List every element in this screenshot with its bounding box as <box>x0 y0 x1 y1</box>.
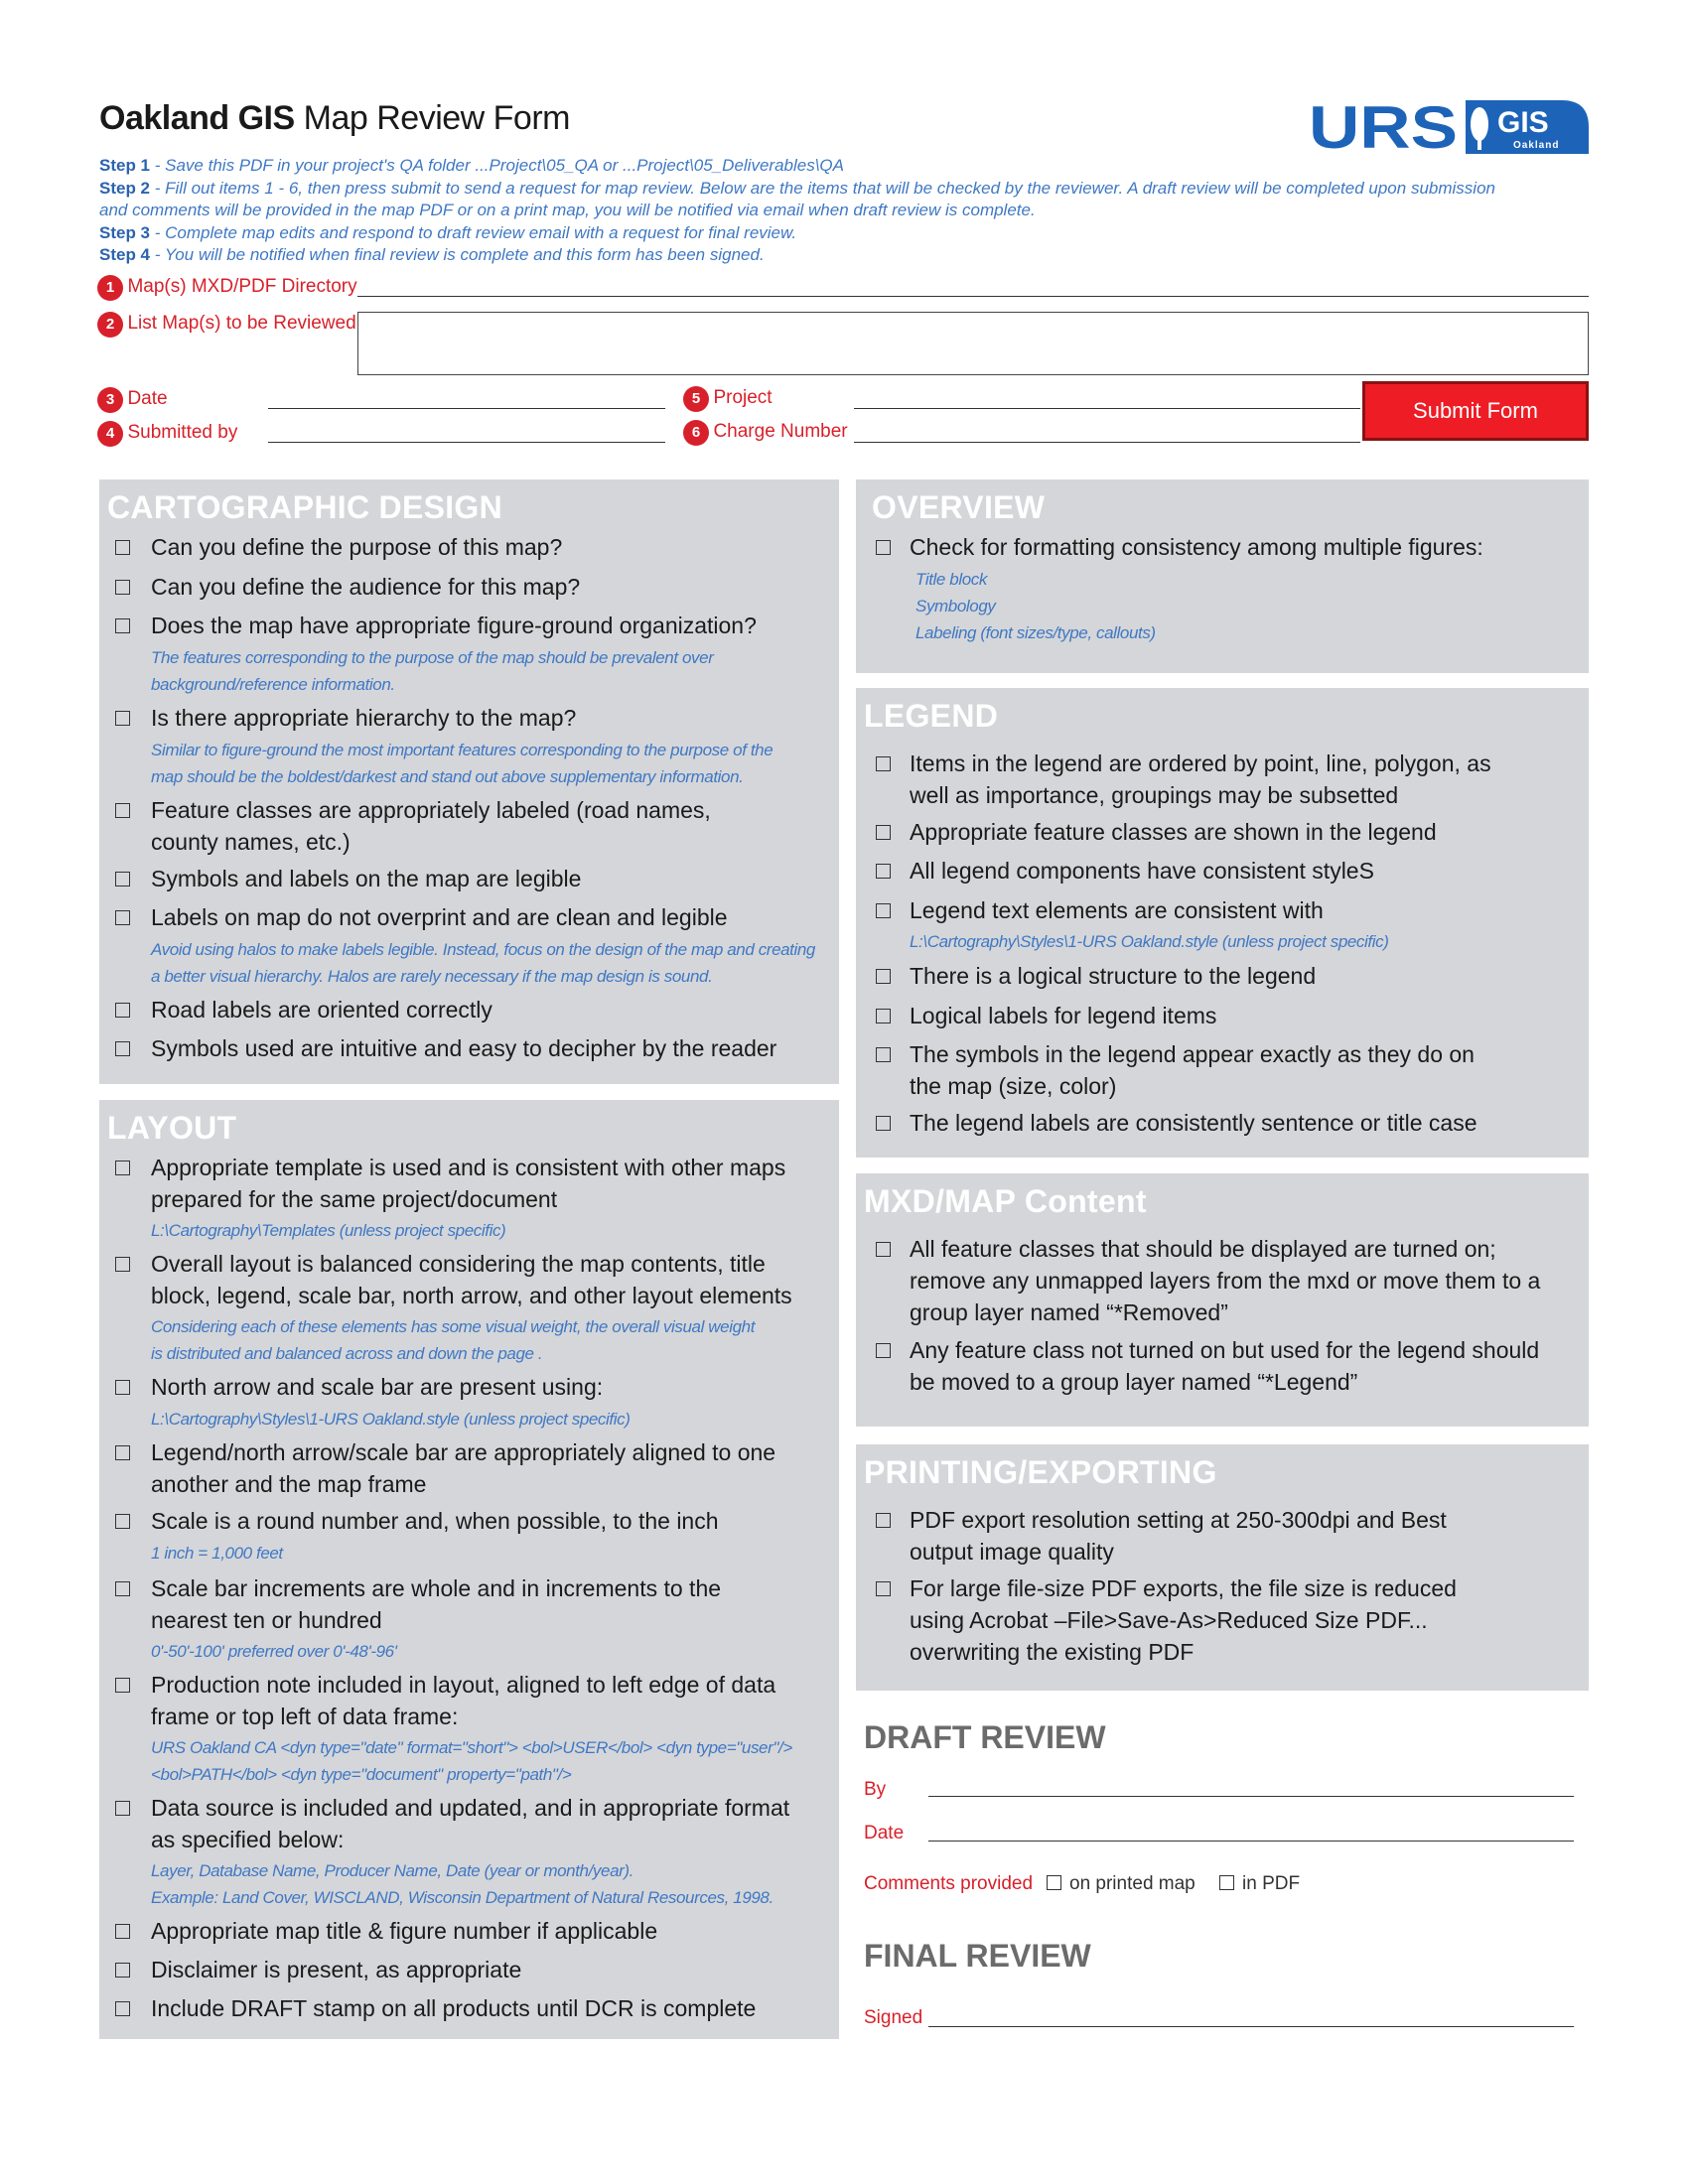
draft-review-title: DRAFT REVIEW <box>864 1719 1106 1755</box>
checklist-item: Is there appropriate hierarchy to the map? <box>99 702 576 734</box>
checkbox[interactable] <box>115 618 130 633</box>
checkbox[interactable] <box>115 1581 130 1596</box>
checklist-item: Logical labels for legend items <box>856 1000 1216 1031</box>
project-field[interactable] <box>854 407 1360 409</box>
checkbox[interactable] <box>115 1445 130 1460</box>
guidance-note: L:\Cartography\Styles\1-URS Oakland.style (unless project specific) <box>910 932 1389 951</box>
draft-review-date-field[interactable] <box>928 1840 1574 1842</box>
printing-exporting-title: PRINTING/EXPORTING <box>864 1454 1217 1490</box>
field-4-label: 4 Submitted by <box>97 421 237 447</box>
checkbox[interactable] <box>115 910 130 925</box>
checklist-item: Symbols and labels on the map are legible <box>99 863 581 894</box>
field-5-label: 5 Project <box>683 386 773 412</box>
checkbox[interactable] <box>115 1380 130 1395</box>
maps-list-field[interactable] <box>357 312 1589 375</box>
guidance-note: Title block <box>915 570 987 589</box>
guidance-note: background/reference information. <box>151 675 395 694</box>
checklist-item: Production note included in layout, aligned to left edge of data frame or top left of data frame: <box>99 1669 824 1732</box>
checklist-item: There is a logical structure to the legend <box>856 960 1316 992</box>
checkbox[interactable] <box>876 1009 891 1024</box>
checkbox[interactable] <box>876 969 891 984</box>
checklist-item: For large file-size PDF exports, the file size is reduced using Acrobat –File>Save-As>Reduced Size PDF... overwriting the existing PDF <box>856 1572 1481 1668</box>
draft-review-by-label: By <box>864 1779 887 1800</box>
cartographic-design-title: CARTOGRAPHIC DESIGN <box>107 489 503 525</box>
layout-panel <box>99 1100 839 2039</box>
checkbox[interactable] <box>115 540 130 555</box>
checklist-item: Overall layout is balanced considering the map contents, title block, legend, scale bar, north arrow, and other layout elements <box>99 1248 814 1311</box>
checklist-item: Appropriate template is used and is consistent with other maps prepared for the same project/document <box>99 1152 794 1215</box>
checkbox[interactable] <box>115 2001 130 2016</box>
draft-review-date-label: Date <box>864 1823 905 1843</box>
guidance-note: Symbology <box>915 597 996 615</box>
submit-form-button[interactable]: Submit Form <box>1362 381 1589 441</box>
checklist-item: Can you define the audience for this map? <box>99 571 580 603</box>
checkbox[interactable] <box>876 756 891 771</box>
svg-text:Oakland: Oakland <box>1513 140 1560 151</box>
checkbox[interactable] <box>876 903 891 918</box>
guidance-note: is distributed and balanced across and down the page . <box>151 1344 543 1363</box>
checklist-item: Does the map have appropriate figure-ground organization? <box>99 610 757 641</box>
draft-review-by-field[interactable] <box>928 1795 1574 1797</box>
checkbox[interactable] <box>876 1513 891 1528</box>
final-review-signed-label: Signed <box>864 2007 923 2028</box>
instructions <box>99 155 1589 267</box>
checklist-item: Legend/north arrow/scale bar are appropriately aligned to one another and the map frame <box>99 1436 794 1500</box>
field-1-label: 1 Map(s) MXD/PDF Directory <box>97 275 357 301</box>
checkbox[interactable] <box>115 803 130 818</box>
checklist-item: Road labels are oriented correctly <box>99 994 492 1025</box>
checkbox[interactable] <box>115 1041 130 1056</box>
date-field[interactable] <box>268 407 665 409</box>
checklist-item: Feature classes are appropriately labeled (road names, county names, etc.) <box>99 794 735 858</box>
checkbox[interactable] <box>876 1343 891 1358</box>
guidance-note: Similar to figure-ground the most important features corresponding to the purpose of the <box>151 741 774 759</box>
field-2-label: 2 List Map(s) to be Reviewed <box>97 312 356 338</box>
checkbox[interactable] <box>115 1003 130 1018</box>
in-pdf-checkbox[interactable] <box>1219 1875 1234 1890</box>
field-4-number: 4 <box>97 421 123 447</box>
step-4: Step 4 - You will be notified when final review is complete and this form has been signed. <box>99 245 765 264</box>
checklist-item: All feature classes that should be displayed are turned on; remove any unmapped layers from the mxd or move them to a group layer named “*Removed” <box>856 1233 1551 1328</box>
checkbox[interactable] <box>115 1924 130 1939</box>
urs-gis-logo <box>1309 100 1589 154</box>
guidance-note: <bol>PATH</bol> <dyn type="document" property="path"/> <box>151 1765 572 1784</box>
guidance-note: 1 inch = 1,000 feet <box>151 1544 283 1563</box>
form-title-bold: Oakland GIS <box>99 99 295 137</box>
field-2-number: 2 <box>97 312 123 338</box>
checkbox[interactable] <box>115 1963 130 1978</box>
checklist-item: Items in the legend are ordered by point, line, polygon, as well as importance, groupings may be subsetted <box>856 748 1531 811</box>
checklist-item: Scale is a round number and, when possible, to the inch <box>99 1505 719 1537</box>
overview-panel <box>856 479 1589 673</box>
cartographic-design-panel <box>99 479 839 1084</box>
svg-text:URS: URS <box>1309 100 1458 154</box>
guidance-note: 0'-50'-100' preferred over 0'-48'-96' <box>151 1642 397 1661</box>
checklist-item: Can you define the purpose of this map? <box>99 531 562 563</box>
checkbox[interactable] <box>115 1514 130 1529</box>
guidance-note: Layer, Database Name, Producer Name, Date (year or month/year). <box>151 1861 633 1880</box>
checkbox[interactable] <box>115 872 130 887</box>
checkbox[interactable] <box>876 864 891 879</box>
checklist-item: All legend components have consistent styleS <box>856 855 1374 887</box>
submitted-by-field[interactable] <box>268 441 665 443</box>
field-1-number: 1 <box>97 275 123 301</box>
checklist-item: Check for formatting consistency among multiple figures: <box>856 531 1483 563</box>
checklist-item: Labels on map do not overprint and are clean and legible <box>99 901 728 933</box>
checklist-item: Include DRAFT stamp on all products until DCR is complete <box>99 1992 756 2024</box>
checklist-item: Appropriate map title & figure number if applicable <box>99 1915 657 1947</box>
checkbox[interactable] <box>115 711 130 726</box>
mxd-map-content-panel <box>856 1173 1589 1427</box>
checklist-item: Appropriate feature classes are shown in the legend <box>856 816 1437 848</box>
form-title-rest: Map Review Form <box>303 99 570 137</box>
guidance-note: L:\Cartography\Templates (unless project specific) <box>151 1221 506 1240</box>
field-6-number: 6 <box>683 420 709 446</box>
field-3-label: 3 Date <box>97 387 168 413</box>
guidance-note: Example: Land Cover, WISCLAND, Wisconsin Department of Natural Resources, 1998. <box>151 1888 774 1907</box>
mxd-map-content-title: MXD/MAP Content <box>864 1183 1147 1219</box>
checklist-item: Any feature class not turned on but used for the legend should be moved to a group layer named “*Legend” <box>856 1334 1551 1398</box>
layout-title: LAYOUT <box>107 1110 237 1146</box>
directory-field[interactable] <box>357 295 1589 297</box>
checkbox[interactable] <box>115 1678 130 1693</box>
checklist-item: North arrow and scale bar are present using: <box>99 1371 603 1403</box>
checkbox[interactable] <box>876 1242 891 1257</box>
checklist-item: Data source is included and updated, and in appropriate format as specified below: <box>99 1792 794 1855</box>
field-5-number: 5 <box>683 386 709 412</box>
legend-title: LEGEND <box>864 698 999 734</box>
field-6-label: 6 Charge Number <box>683 420 848 446</box>
checkbox[interactable] <box>876 825 891 840</box>
final-review-title: FINAL REVIEW <box>864 1938 1091 1974</box>
comments-provided-label: Comments provided <box>864 1873 1034 1894</box>
form-title <box>99 99 570 138</box>
option-printed-map: on printed map <box>1047 1873 1196 1895</box>
guidance-note: Considering each of these elements has some visual weight, the overall visual weight <box>151 1317 756 1336</box>
checkbox[interactable] <box>115 580 130 595</box>
svg-text:GIS: GIS <box>1497 106 1549 139</box>
guidance-note: URS Oakland CA <dyn type="date" format="short"> <bol>USER</bol> <dyn type="user"/> <box>151 1738 792 1757</box>
guidance-note: Labeling (font sizes/type, callouts) <box>915 623 1156 642</box>
field-3-number: 3 <box>97 387 123 413</box>
guidance-note: L:\Cartography\Styles\1-URS Oakland.style (unless project specific) <box>151 1410 631 1429</box>
step-3: Step 3 - Complete map edits and respond to draft review email with a request for final review. <box>99 222 797 242</box>
checklist-item: Scale bar increments are whole and in increments to the nearest ten or hundred <box>99 1572 784 1636</box>
option-in-pdf: in PDF <box>1219 1873 1300 1895</box>
checkbox[interactable] <box>876 540 891 555</box>
guidance-note: map should be the boldest/darkest and stand out above supplementary information. <box>151 767 744 786</box>
guidance-note: a better visual hierarchy. Halos are rarely necessary if the map design is sound. <box>151 967 713 986</box>
checklist-item: The symbols in the legend appear exactly as they do on the map (size, color) <box>856 1038 1491 1102</box>
guidance-note: The features corresponding to the purpose of the map should be prevalent over <box>151 648 714 667</box>
checklist-item: Legend text elements are consistent with <box>856 894 1324 926</box>
overview-title: OVERVIEW <box>872 489 1046 525</box>
legend-panel <box>856 688 1589 1158</box>
checkbox[interactable] <box>115 1160 130 1175</box>
printing-exporting-panel <box>856 1444 1589 1691</box>
checklist-item: The legend labels are consistently sentence or title case <box>856 1107 1477 1139</box>
checkbox[interactable] <box>876 1116 891 1131</box>
step-2: Step 2 - Fill out items 1 - 6, then press submit to send a request for map review. Below are the items that will be checked by the reviewer. A draft review will be completed upon submission and comments will be provided in the map PDF or on a print map, you will be notified via email when draft review is complete. <box>99 178 1495 219</box>
checkbox[interactable] <box>876 1047 891 1062</box>
checklist-item: Symbols used are intuitive and easy to decipher by the reader <box>99 1032 776 1064</box>
checklist-item: Disclaimer is present, as appropriate <box>99 1954 521 1985</box>
checklist-item: PDF export resolution setting at 250-300dpi and Best output image quality <box>856 1504 1511 1568</box>
step-1: Step 1 - Save this PDF in your project's QA folder ...Project\05_QA or ...Project\05_Deliverables\QA <box>99 156 844 175</box>
checkbox[interactable] <box>115 1257 130 1272</box>
checkbox[interactable] <box>876 1581 891 1596</box>
charge-number-field[interactable] <box>854 441 1360 443</box>
checkbox[interactable] <box>115 1801 130 1816</box>
printed-map-checkbox[interactable] <box>1047 1875 1061 1890</box>
final-review-signature-field[interactable] <box>928 2025 1574 2027</box>
guidance-note: Avoid using halos to make labels legible. Instead, focus on the design of the map and creating <box>151 940 815 959</box>
